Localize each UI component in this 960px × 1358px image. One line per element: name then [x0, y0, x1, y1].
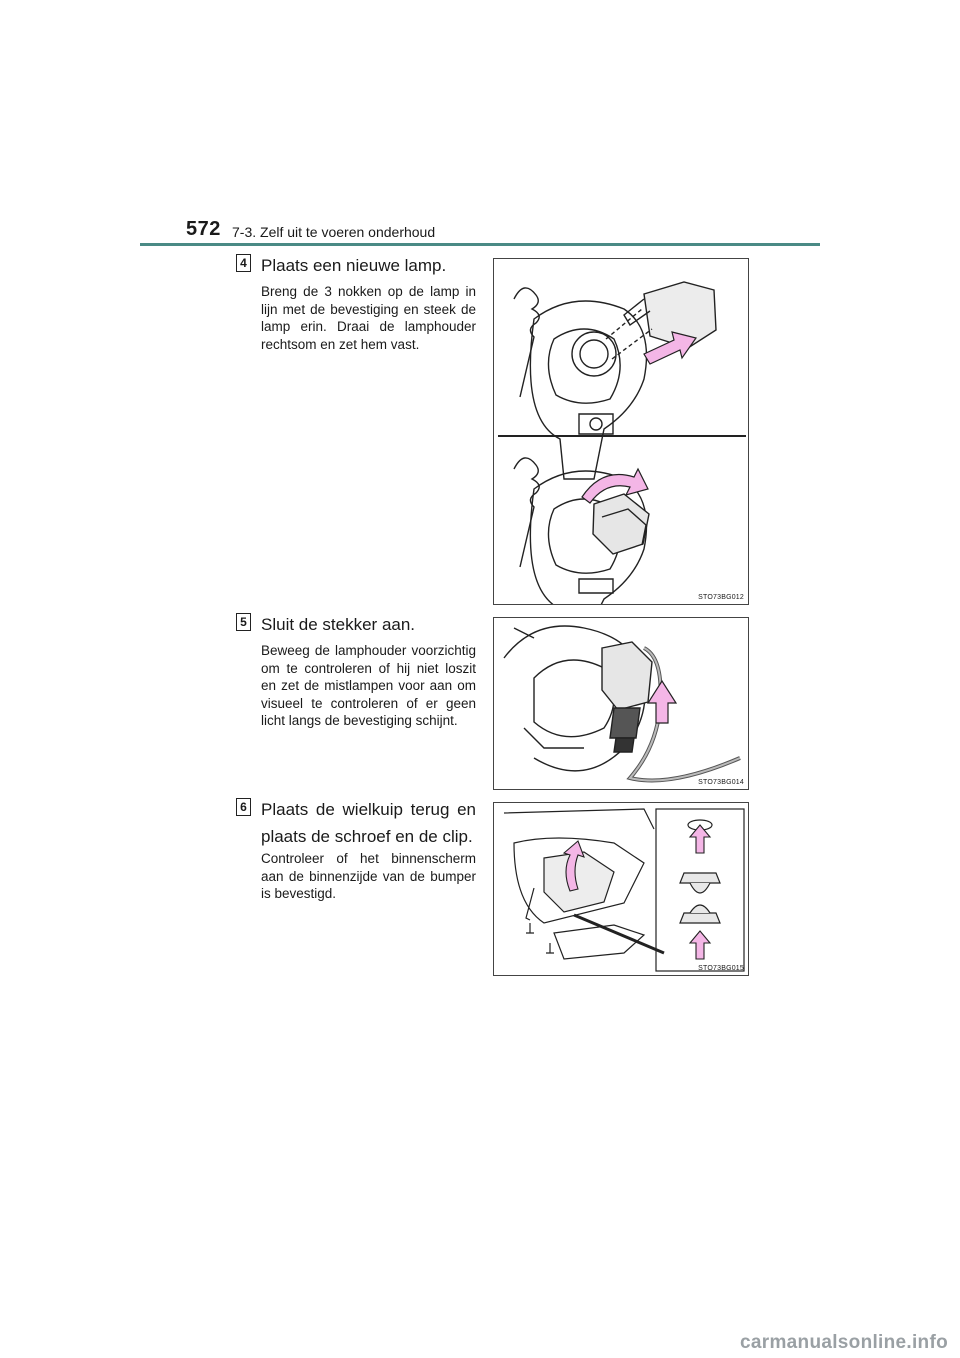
step-6-title: Plaats de wielkuip terug en plaats de schroef en de clip.	[261, 800, 476, 846]
step-4-number: 4	[236, 254, 251, 272]
insert-bulb-illustration	[494, 259, 748, 604]
figure-code: STO73BG014	[698, 779, 744, 786]
watermark: carmanualsonline.info	[740, 1332, 948, 1353]
step-4-title: Plaats een nieuwe lamp.	[261, 256, 447, 275]
push-up-arrow-icon	[648, 681, 676, 723]
header-rule	[140, 243, 820, 246]
figure-code: STO73BG012	[698, 594, 744, 601]
section-title: 7-3. Zelf uit te voeren onderhoud	[232, 224, 436, 240]
clip-push-arrow-icon	[690, 931, 710, 959]
figure-code: STO73BG015	[698, 965, 744, 972]
step-6-number: 6	[236, 798, 251, 816]
refit-wheel-housing-illustration	[494, 803, 748, 975]
page-number: 572	[186, 218, 221, 240]
figure-insert-bulb	[493, 258, 749, 605]
figure-connect-plug	[493, 617, 749, 790]
step-5-title: Sluit de stekker aan.	[261, 615, 416, 634]
step-5-number: 5	[236, 613, 251, 631]
step-5-body: Beweeg de lamphouder voorzichtig om te controleren of hij niet loszit en zet de mistlampen voor aan om visueel te controleren of er geen licht langs de bevestiging schijnt.	[261, 643, 476, 728]
step-6-body: Controleer of het binnenscherm aan de binnenzijde van de bumper is bevestigd.	[261, 851, 476, 901]
figure-refit-wheel-housing	[493, 802, 749, 976]
connect-plug-illustration	[494, 618, 748, 789]
step-4-body: Breng de 3 nokken op de lamp in lijn met de bevestiging en steek de lamp erin. Draai de lamphouder rechtsom en zet hem vast.	[261, 284, 476, 352]
